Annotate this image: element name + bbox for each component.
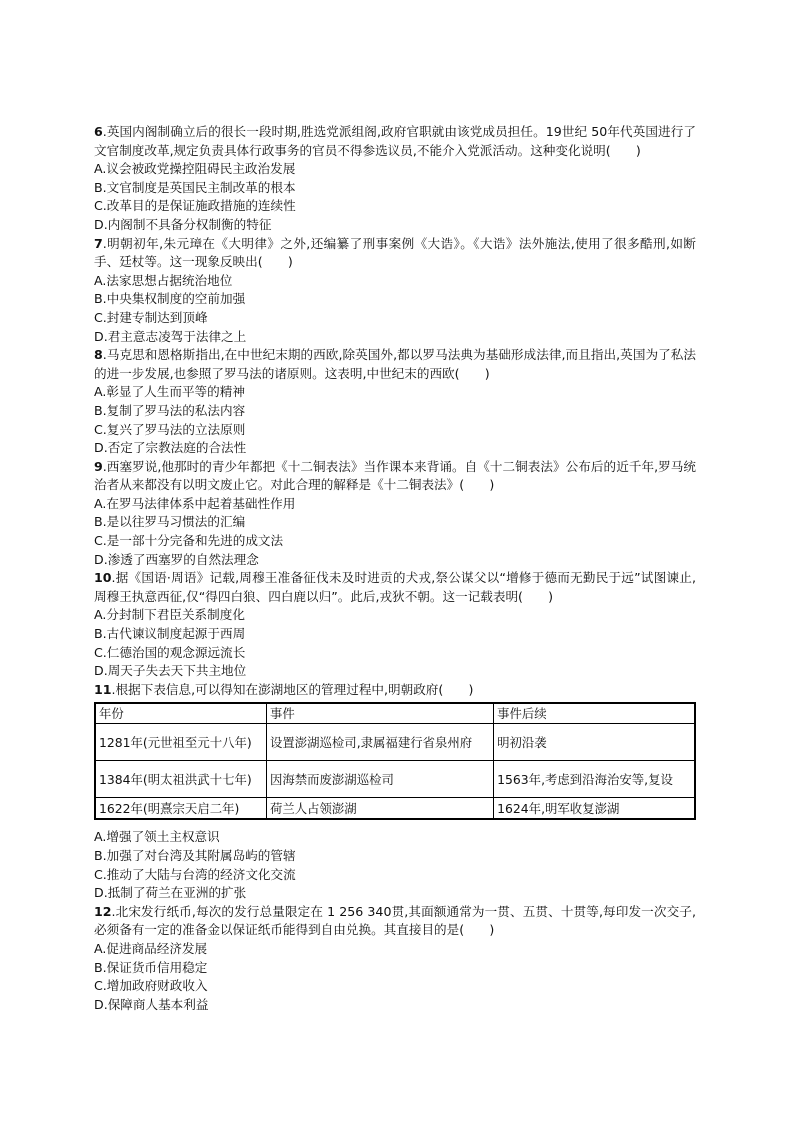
- option-b[interactable]: B.古代谏议制度起源于西周: [94, 626, 246, 642]
- question-stem: [94, 235, 696, 272]
- option-c[interactable]: C.是一部十分完备和先进的成文法: [94, 533, 284, 549]
- question-stem: [94, 681, 696, 700]
- option-c[interactable]: C.推动了大陆与台湾的经济文化交流: [94, 866, 296, 882]
- option-a[interactable]: A.议会被政党操控阻碍民主政治发展: [94, 161, 296, 177]
- option-d[interactable]: D.内阁制不具备分权制衡的特征: [94, 216, 272, 232]
- question-text: .根据下表信息,可以得知在澎湖地区的管理过程中,明朝政府( ): [111, 681, 474, 697]
- table-header-row: [95, 703, 695, 724]
- option-c[interactable]: C.封建专制达到顶峰: [94, 309, 208, 325]
- question-12: [94, 903, 696, 1015]
- option-b[interactable]: B.加强了对台湾及其附属岛屿的管辖: [94, 848, 296, 863]
- table-cell: 1624年,明军收复澎湖: [494, 798, 695, 820]
- option-a[interactable]: A.促进商品经济发展: [94, 940, 208, 956]
- info-table: [94, 702, 696, 820]
- question-number: 10: [94, 570, 112, 586]
- question-number: 8: [94, 347, 103, 363]
- option-b[interactable]: B.文官制度是英国民主制改革的根本: [94, 179, 296, 195]
- exam-page: [94, 123, 696, 1014]
- table-cell: 1622年(明熹宗天启二年): [95, 798, 266, 820]
- table-row: [95, 761, 695, 798]
- question-11: [94, 681, 696, 903]
- option-d[interactable]: D.周天子失去天下共主地位: [94, 663, 247, 679]
- question-10: [94, 569, 696, 681]
- question-stem: [94, 123, 696, 160]
- option-a[interactable]: A.法家思想占据统治地位: [94, 272, 233, 288]
- table-row: [95, 724, 695, 761]
- question-number: 12: [94, 903, 112, 919]
- table-cell: 因海禁而废澎湖巡检司: [266, 761, 493, 798]
- option-d[interactable]: D.渗透了西塞罗的自然法理念: [94, 551, 259, 567]
- table-cell: 设置澎湖巡检司,隶属福建行省泉州府: [266, 724, 493, 761]
- table-cell: 明初沿袭: [494, 724, 695, 761]
- option-d[interactable]: D.否定了宗教法庭的合法性: [94, 440, 247, 456]
- option-c[interactable]: C.改革目的是保证施政措施的连续性: [94, 198, 296, 214]
- question-stem: [94, 569, 696, 606]
- table-cell: 1563年,考虑到沿海治安等,复设: [494, 761, 695, 798]
- option-c[interactable]: C.复兴了罗马法的立法原则: [94, 421, 246, 437]
- option-b[interactable]: B.是以往罗马习惯法的汇编: [94, 514, 246, 530]
- option-d[interactable]: D.保障商人基本利益: [94, 996, 209, 1012]
- option-c[interactable]: C.仁德治国的观念源远流长: [94, 644, 246, 660]
- option-b[interactable]: B.复制了罗马法的私法内容: [94, 402, 246, 418]
- option-d[interactable]: D.君主意志凌驾于法律之上: [94, 328, 247, 344]
- question-text: .马克思和恩格斯指出,在中世纪末期的西欧,除英国外,都以罗马法典为基础形成法律,而且指出,英国为了私法的进一步发展,也参照了罗马法的诸原则。这表明,中世纪末的西欧( ): [94, 347, 696, 381]
- question-text: .明朝初年,朱元璋在《大明律》之外,还编纂了刑事案例《大诰》。《大诰》法外施法,使用了很多酷刑,如断手、廷杖等。这一现象反映出( ): [94, 235, 696, 270]
- table-header-cell: 事件: [266, 703, 493, 724]
- question-text: .英国内阁制确立后的很长一段时期,胜选党派组阁,政府官职就由该党成员担任。19世纪 50年代英国进行了文官制度改革,规定负责具体行政事务的官员不得参选议员,不能介入党派活动。这种变化说明( ): [94, 124, 696, 158]
- question-9: [94, 458, 696, 570]
- option-a[interactable]: A.彰显了人生而平等的精神: [94, 384, 245, 400]
- option-b[interactable]: B.保证货币信用稳定: [94, 959, 208, 975]
- option-a[interactable]: A.分封制下君臣关系制度化: [94, 607, 245, 623]
- option-c[interactable]: C.增加政府财政收入: [94, 978, 208, 994]
- table-cell: 1281年(元世祖至元十八年): [95, 724, 266, 761]
- question-text: .北宋发行纸币,每次的发行总量限定在 1 256 340贯,其面额通常为一贯、五贯、十贯等,每印发一次交子,必须备有一定的准备金以保证纸币能得到自由兑换。其直接目的是( ): [94, 903, 696, 938]
- table-cell: 1384年(明太祖洪武十七年): [95, 761, 266, 798]
- question-stem: [94, 903, 696, 940]
- question-text: .西塞罗说,他那时的青少年都把《十二铜表法》当作课本来背诵。自《十二铜表法》公布后的近千年,罗马统治者从来都没有以明文废止它。对此合理的解释是《十二铜表法》( ): [94, 458, 696, 493]
- question-8: [94, 346, 696, 458]
- question-text: .据《国语·周语》记载,周穆王准备征伐未及时进贡的犬戎,祭公谋父以“增修于德而无勤民于远”试图谏止,周穆王执意西征,仅“得四白狼、四白鹿以归”。此后,戎狄不朝。这一记载表明( ): [94, 570, 696, 604]
- question-number: 6: [94, 124, 103, 139]
- question-stem: [94, 458, 696, 495]
- option-a[interactable]: A.增强了领土主权意识: [94, 829, 220, 845]
- question-7: [94, 235, 696, 347]
- table-header-cell: 年份: [95, 703, 266, 724]
- question-stem: [94, 346, 696, 383]
- question-6: [94, 123, 696, 235]
- option-a[interactable]: A.在罗马法律体系中起着基础性作用: [94, 495, 296, 511]
- option-b[interactable]: B.中央集权制度的空前加强: [94, 291, 246, 307]
- table-header-cell: 事件后续: [494, 703, 695, 724]
- question-number: 7: [94, 235, 103, 251]
- table-cell: 荷兰人占领澎湖: [266, 798, 493, 820]
- question-number: 11: [94, 681, 112, 697]
- option-d[interactable]: D.抵制了荷兰在亚洲的扩张: [94, 885, 247, 901]
- question-number: 9: [94, 458, 103, 474]
- table-row: [95, 798, 695, 820]
